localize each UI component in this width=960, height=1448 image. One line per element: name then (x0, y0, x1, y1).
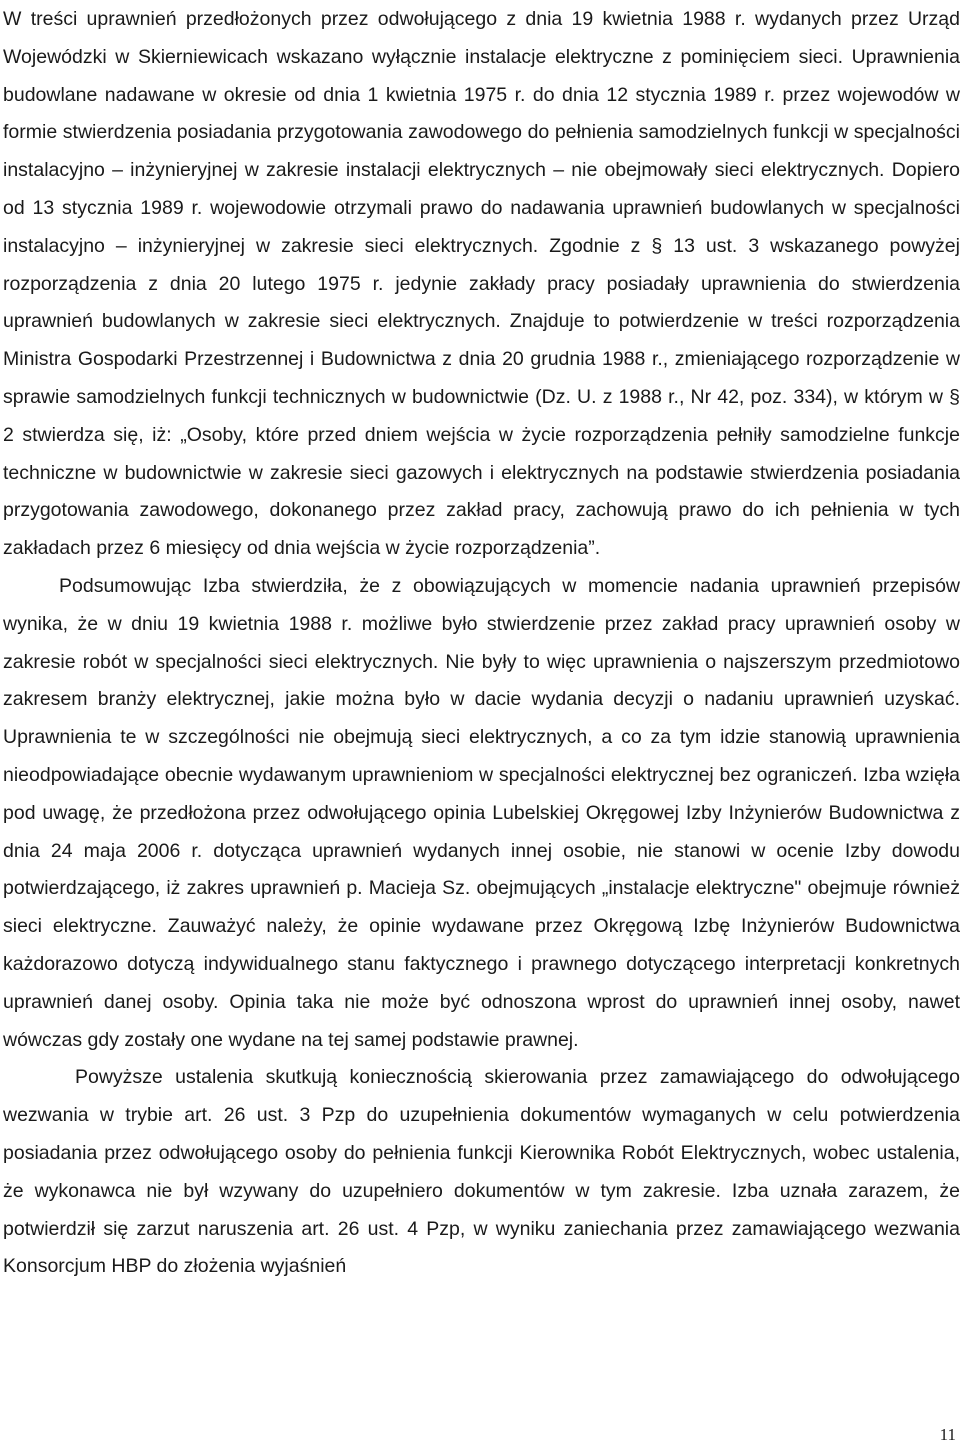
page-number: 11 (939, 1425, 956, 1444)
paragraph-1: W treści uprawnień przedłożonych przez odwołującego z dnia 19 kwietnia 1988 r. wydanych przez Urząd Wojewódzki w Skierniewicach wskazano wyłącznie instalacje elektryczne z pominięciem sieci. Uprawnienia budowlane nadawane w okresie od dnia 1 kwietnia 1975 r. do dnia 12 stycznia 1989 r. przez wojewodów w formie stwierdzenia posiadania przygotowania zawodowego do pełnienia samodzielnych funkcji w specjalności instalacyjno – inżynieryjnej w zakresie instalacji elektrycznych – nie obejmowały sieci elektrycznych. Dopiero od 13 stycznia 1989 r. wojewodowie otrzymali prawo do nadawania uprawnień budowlanych w specjalności instalacyjno – inżynieryjnej w zakresie sieci elektrycznych. Zgodnie z § 13 ust. 3 wskazanego powyżej rozporządzenia z dnia 20 lutego 1975 r. jedynie zakłady pracy posiadały uprawnienia do stwierdzenia uprawnień budowlanych w zakresie sieci elektrycznych. Znajduje to potwierdzenie w treści rozporządzenia Ministra Gospodarki Przestrzennej i Budownictwa z dnia 20 grudnia 1988 r., zmieniającego rozporządzenie w sprawie samodzielnych funkcji technicznych w budownictwie (Dz. U. z 1988 r., Nr 42, poz. 334), w którym w § 2 stwierdza się, iż: „Osoby, które przed dniem wejścia w życie rozporządzenia pełniły samodzielne funkcje techniczne w budownictwie w zakresie sieci gazowych i elektrycznych na podstawie stwierdzenia posiadania przygotowania zawodowego, dokonanego przez zakład pracy, zachowują prawo do ich pełnienia w tych zakładach przez 6 miesięcy od dnia wejścia w życie rozporządzenia”. (3, 8, 960, 560)
paragraph-3: Powyższe ustalenia skutkują koniecznością skierowania przez zamawiającego do odwołującego wezwania w trybie art. 26 ust. 3 Pzp do uzupełnienia dokumentów wymaganych w celu potwierdzenia posiadania przez odwołującego osoby do pełnienia funkcji Kierownika Robót Elektrycznych, wobec ustalenia, że wykonawca nie był wzywany do uzupełniero dokumentów w tym zakresie. Izba uznała zarazem, że potwierdził się zarzut naruszenia art. 26 ust. 4 Pzp, w wyniku zaniechania przez zamawiającego wezwania Konsorcjum HBP do złożenia wyjaśnień (3, 1066, 960, 1278)
body-text (3, 1, 960, 1286)
paragraph-2: Podsumowując Izba stwierdziła, że z obowiązujących w momencie nadania uprawnień przepisów wynika, że w dniu 19 kwietnia 1988 r. możliwe było stwierdzenie przez zakład pracy uprawnień osoby w zakresie robót w specjalności sieci elektrycznych. Nie były to więc uprawnienia o najszerszym przedmiotowo zakresem branży elektrycznej, jakie można było w dacie wydania decyzji o nadaniu uprawnień uzyskać. Uprawnienia te w szczególności nie obejmują sieci elektrycznych, a co za tym idzie stanowią uprawnienia nieodpowiadające obecnie wydawanym uprawnieniom w specjalności elektrycznej bez ograniczeń. Izba wzięła pod uwagę, że przedłożona przez odwołującego opinia Lubelskiej Okręgowej Izby Inżynierów Budownictwa z dnia 24 maja 2006 r. dotycząca uprawnień wydanych innej osobie, nie stanowi w ocenie Izby dowodu potwierdzającego, iż zakres uprawnień p. Macieja Sz. obejmujących „instalacje elektryczne" obejmuje również sieci elektryczne. Zauważyć należy, że opinie wydawane przez Okręgową Izbę Inżynierów Budownictwa każdorazowo dotyczą indywidualnego stanu faktycznego i prawnego dotyczącego interpretacji konkretnych uprawnień danej osoby. Opinia taka nie może być odnoszona wprost do uprawnień innej osoby, nawet wówczas gdy zostały one wydane na tej samej podstawie prawnej. (3, 574, 960, 1051)
